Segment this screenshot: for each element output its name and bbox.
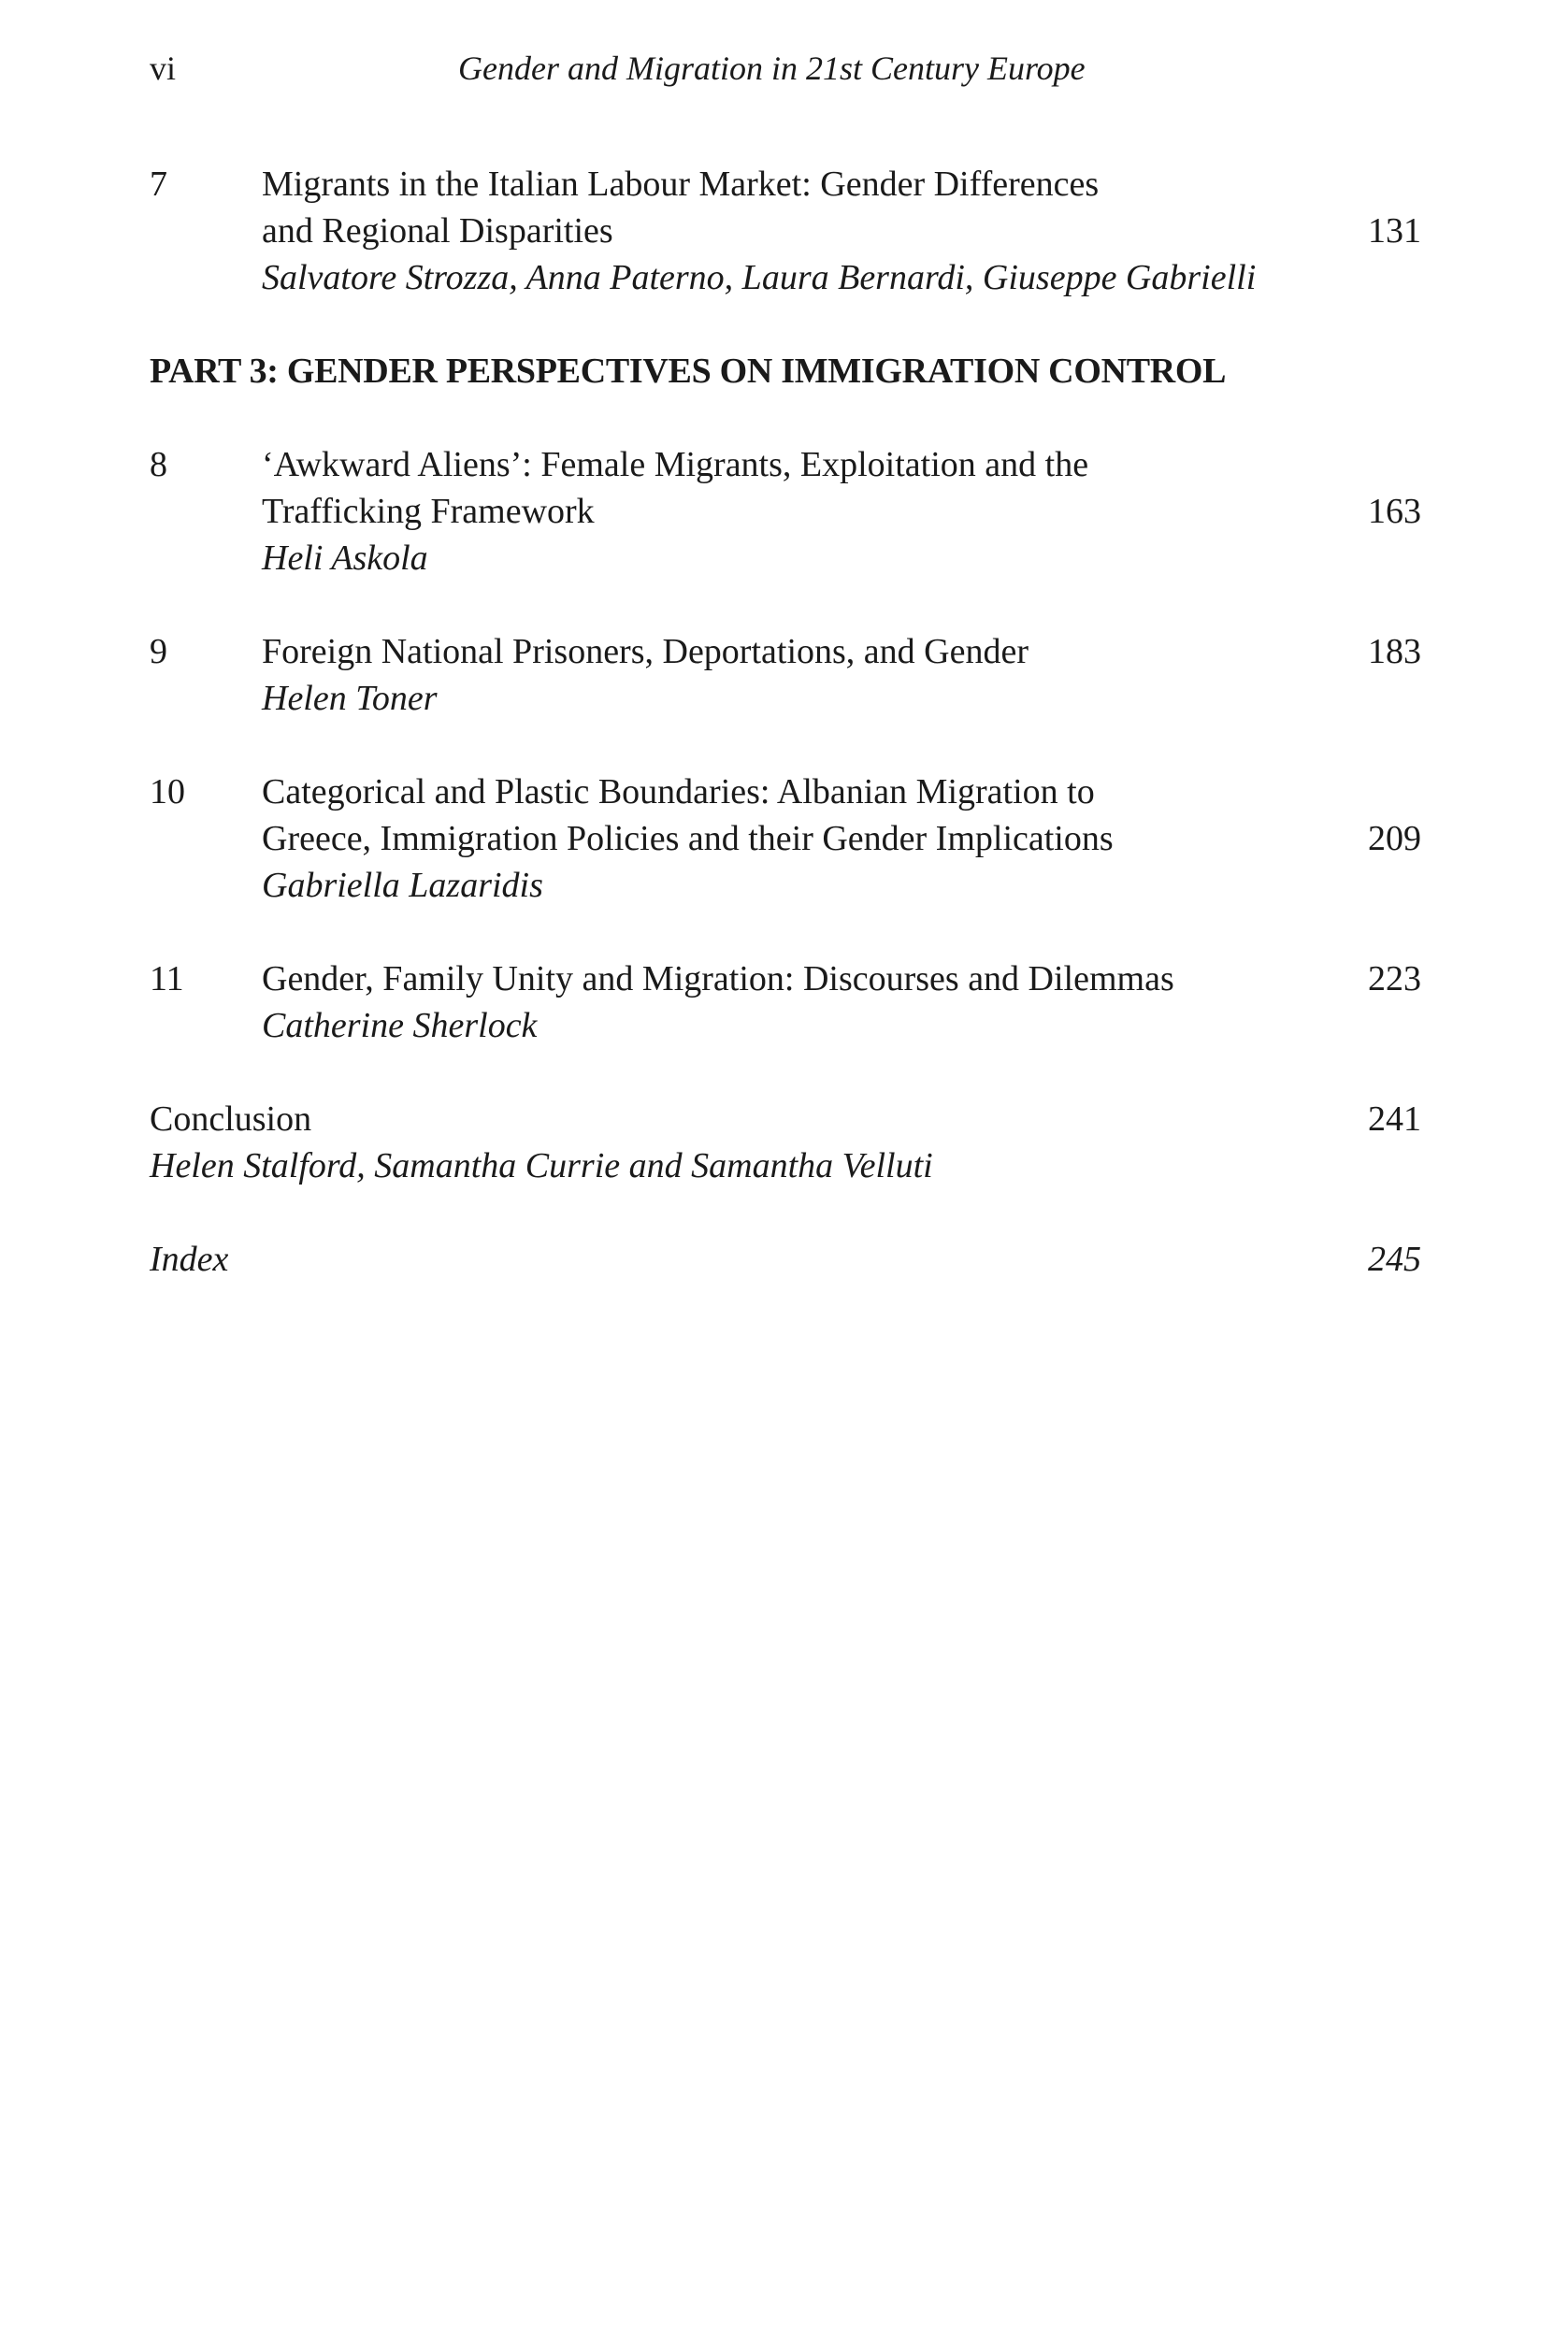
toc-entry-conclusion	[150, 1096, 1421, 1189]
chapter-authors: Heli Askola	[262, 539, 428, 578]
chapter-body	[262, 441, 1421, 582]
chapter-title-line	[262, 488, 1421, 535]
chapter-body	[262, 161, 1421, 301]
toc-entry-chapter-9	[150, 628, 1421, 722]
page-number: 223	[1368, 959, 1421, 998]
page-number: 245	[1368, 1240, 1421, 1279]
chapter-title-line	[262, 441, 1421, 488]
conclusion-title: Conclusion	[150, 1099, 312, 1139]
chapter-number: 11	[150, 959, 184, 998]
chapter-authors: Helen Toner	[262, 679, 438, 718]
chapter-title: Migrants in the Italian Labour Market: Gender Differences	[262, 165, 1100, 204]
chapter-authors: Salvatore Strozza, Anna Paterno, Laura Bernardi, Giuseppe Gabrielli	[262, 258, 1257, 297]
chapter-number: 10	[150, 772, 185, 811]
conclusion-title-line	[150, 1096, 1421, 1142]
chapter-title-line	[262, 161, 1421, 208]
chapter-title-line	[262, 208, 1421, 254]
chapter-title: Greece, Immigration Policies and their Gender Implications	[262, 819, 1114, 858]
toc-entry-chapter-10	[150, 768, 1421, 909]
page-number: 241	[1368, 1099, 1421, 1139]
chapter-number: 9	[150, 632, 167, 671]
chapter-title: Trafficking Framework	[262, 492, 595, 531]
chapter-number: 8	[150, 445, 167, 484]
chapter-authors: Gabriella Lazaridis	[262, 866, 543, 905]
chapter-title: Categorical and Plastic Boundaries: Albanian Migration to	[262, 772, 1095, 811]
part-heading: PART 3: GENDER PERSPECTIVES ON IMMIGRATION CONTROL	[150, 352, 1227, 391]
running-head	[150, 49, 1421, 95]
page-number: 131	[1368, 211, 1421, 251]
toc-entry-chapter-11	[150, 955, 1421, 1049]
chapter-title: Foreign National Prisoners, Deportations, and Gender	[262, 632, 1029, 671]
book-title: Gender and Migration in 21st Century Europe	[458, 50, 1086, 87]
chapter-body	[262, 955, 1421, 1049]
chapter-number: 7	[150, 165, 167, 204]
chapter-title: Gender, Family Unity and Migration: Discourses and Dilemmas	[262, 959, 1174, 998]
chapter-body	[262, 628, 1421, 722]
page-number: 209	[1368, 819, 1421, 858]
table-of-contents	[150, 161, 1421, 1283]
chapter-body	[262, 768, 1421, 909]
page-folio: vi	[150, 50, 177, 87]
page-number: 183	[1368, 632, 1421, 671]
conclusion-authors: Helen Stalford, Samantha Currie and Samantha Velluti	[150, 1146, 933, 1185]
toc-entry-chapter-7	[150, 161, 1421, 301]
chapter-title: and Regional Disparities	[262, 211, 613, 251]
chapter-title: ‘Awkward Aliens’: Female Migrants, Exploitation and the	[262, 445, 1089, 484]
chapter-authors: Catherine Sherlock	[262, 1006, 538, 1045]
page-number: 163	[1368, 492, 1421, 531]
toc-entry-chapter-8	[150, 441, 1421, 582]
toc-entry-index	[150, 1236, 1421, 1283]
index-title: Index	[150, 1240, 229, 1279]
chapter-title-line	[262, 628, 1421, 675]
chapter-title-line	[262, 768, 1421, 815]
chapter-title-line	[262, 815, 1421, 862]
chapter-title-line	[262, 955, 1421, 1002]
